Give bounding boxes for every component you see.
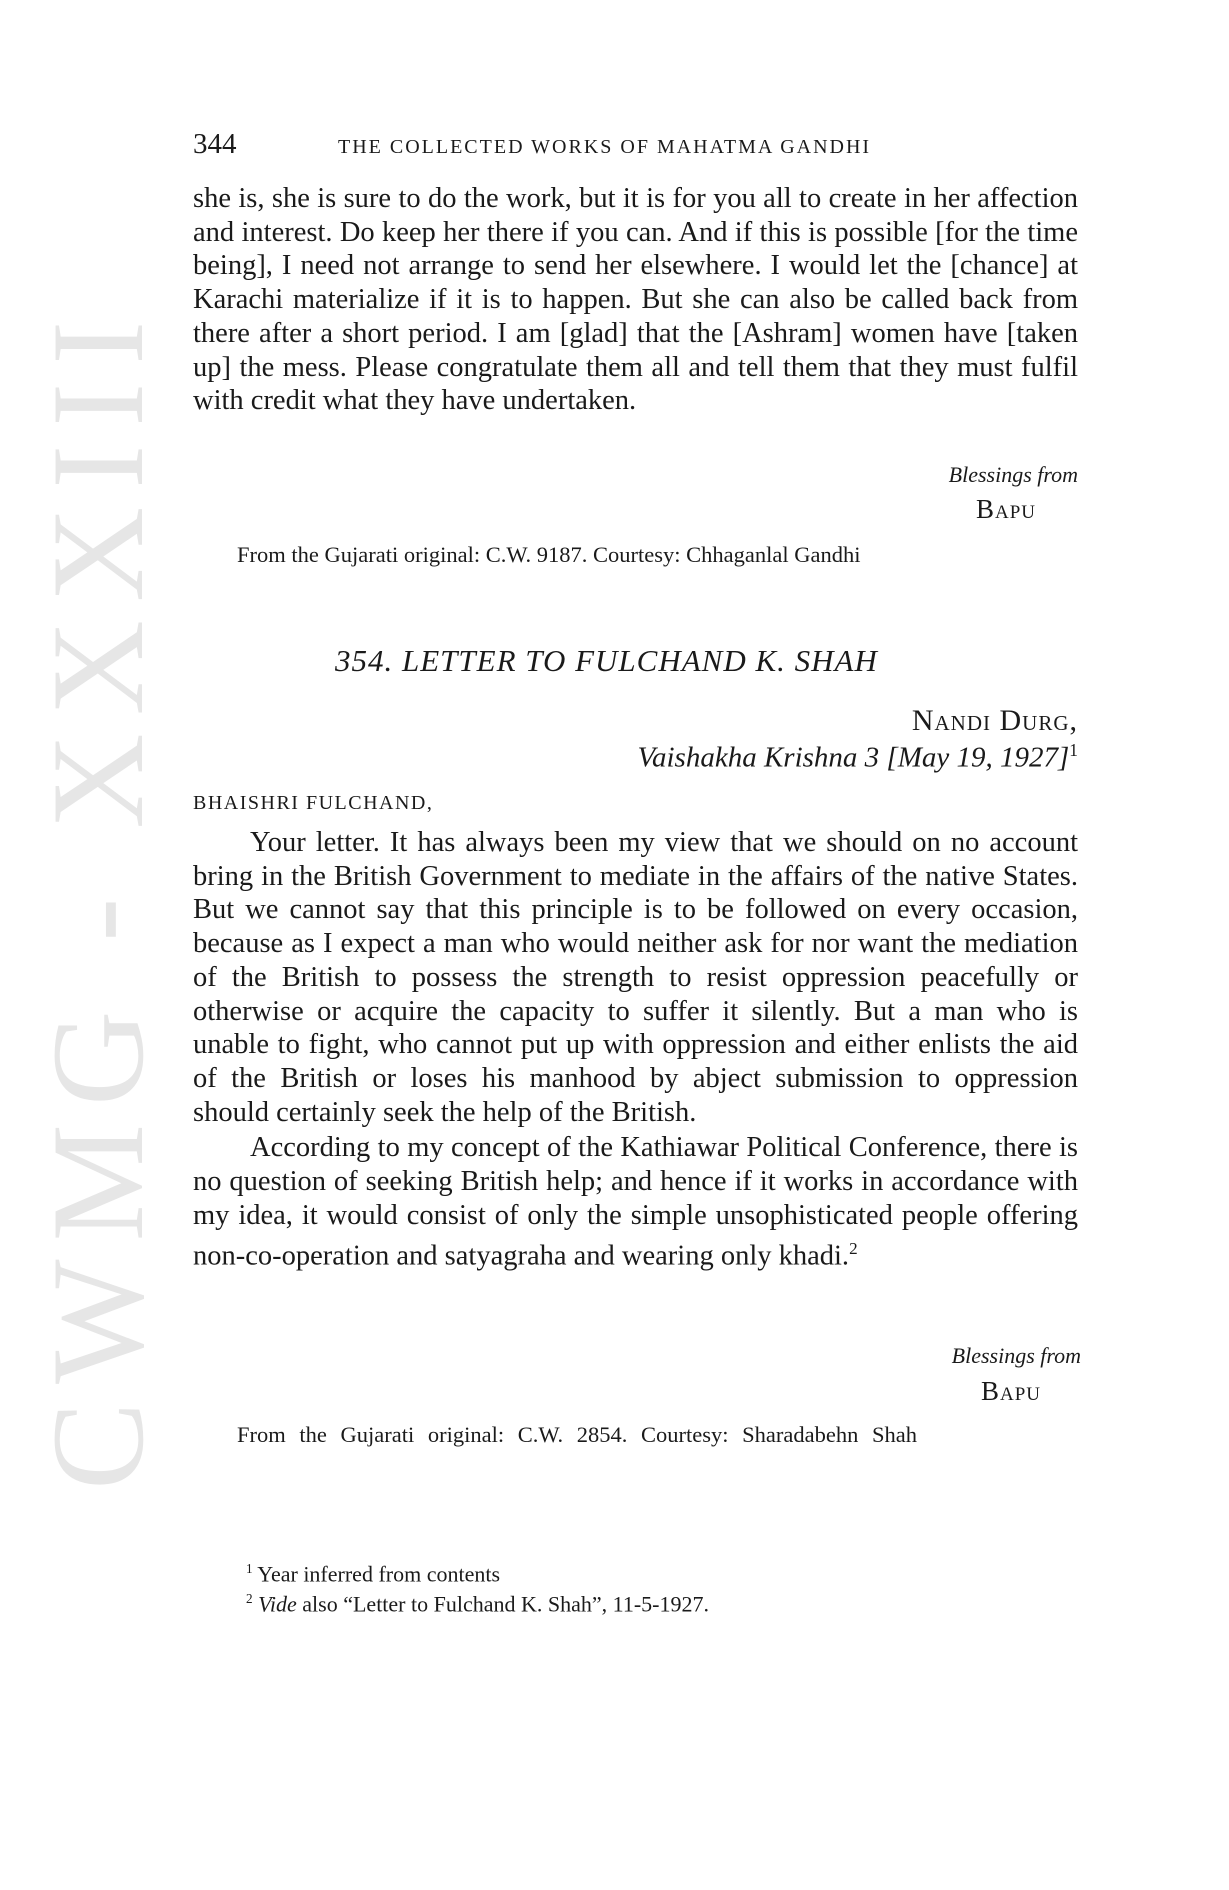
letter-source: From the Gujarati original: C.W. 2854. Courtesy: Sharadabehn Shah <box>237 1422 917 1447</box>
letter-body <box>193 826 1078 1274</box>
page-header <box>193 128 1083 168</box>
letter-salutation: BHAISHRI FULCHAND, <box>193 792 434 814</box>
footnote-2 <box>246 1591 709 1617</box>
letter-signature: Bapu <box>980 1376 1041 1406</box>
previous-letter-text-block <box>193 182 1078 418</box>
letter-heading: 354. LETTER TO FULCHAND K. SHAH <box>335 643 878 678</box>
letter-paragraph-1: Your letter. It has always been my view that we should on no account bring in the British Government to mediate in the affairs of the native States. But we cannot say that this principle is to be followed on every occasion, because as I expect a man who would neither ask for nor want the mediation of the British to possess the strength to resist oppression peacefully or otherwise or acquire the capacity to suffer it silently. But a man who is unable to fight, who cannot put up with oppression and either enlists the aid of the British or loses his manhood by abject submission to oppression should certainly seek the help of the British. <box>193 827 1078 1128</box>
footnote-1 <box>246 1561 500 1587</box>
running-title: THE COLLECTED WORKS OF MAHATMA GANDHI <box>338 136 872 158</box>
letter-closing: Blessings from <box>951 1343 1081 1368</box>
footnote-1-marker: 1 <box>246 1561 253 1576</box>
previous-letter-closing: Blessings from <box>948 462 1078 487</box>
letter-closing-block <box>193 1343 1081 1373</box>
previous-letter-source: From the Gujarati original: C.W. 9187. Courtesy: Chhaganlal Gandhi <box>237 542 861 567</box>
footnote-2-marker: 2 <box>246 1591 253 1606</box>
previous-letter-signature: Bapu <box>975 494 1036 524</box>
previous-letter-paragraph: she is, she is sure to do the work, but it is for you all to create in her affection and interest. Do keep her there if you can. And if this is possible [for the time being], I need not arrange to send her elsewhere. I would let the [chance] at Karachi materialize if it is to happen. But she can also be called back from there after a short period. I am [glad] that the [Ashram] women have [taken up] the mess. Please congratulate them all and tell them that they must fulfil with credit what they have undertaken. <box>193 183 1078 417</box>
previous-letter-closing-block <box>193 462 1078 492</box>
page-number: 344 <box>193 128 237 160</box>
letter-date-text: Vaishakha Krishna 3 [May 19, 1927] <box>637 741 1070 774</box>
letter-paragraph-2 <box>193 1131 1078 1273</box>
footnote-ref-1: 1 <box>1069 740 1078 760</box>
footnote-2-italic: Vide <box>258 1591 297 1617</box>
letter-date <box>638 740 1079 775</box>
letter-paragraph-2-text: According to my concept of the Kathiawar Political Conference, there is no question of seeking British help; and hence if it works in accordance with my idea, it would consist of only the simple unsophisticated people offering non-co-operation and satyagraha and wearing only khadi. <box>193 1132 1078 1272</box>
footnote-1-text: Year inferred from contents <box>257 1561 501 1587</box>
watermark: CWMG - XXXIII <box>24 302 171 1490</box>
footnote-ref-2: 2 <box>849 1239 858 1259</box>
letter-place: Nandi Durg, <box>911 704 1078 737</box>
footnote-2-text: also “Letter to Fulchand K. Shah”, 11-5-1927. <box>296 1591 709 1617</box>
